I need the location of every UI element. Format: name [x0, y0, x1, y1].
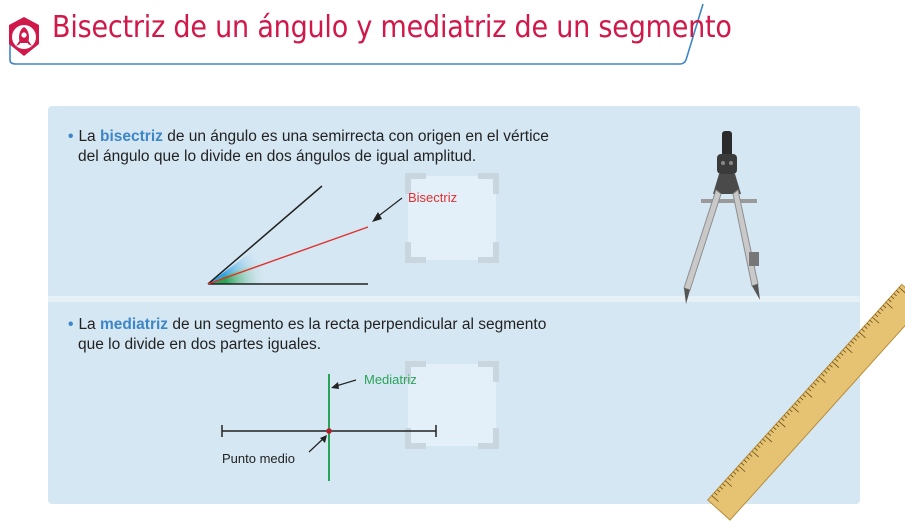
text-after: de un segmento es la recta perpendicular al segmento [168, 316, 547, 333]
mediatrix-pointer [336, 380, 356, 386]
bisector-pointer [376, 198, 402, 218]
mediatriz-label: Mediatriz [364, 372, 417, 387]
bisector-ray [208, 227, 368, 284]
keyword-bisectriz: bisectriz [100, 128, 163, 145]
text-before: La [78, 128, 100, 145]
bisectriz-label: Bisectriz [408, 190, 458, 205]
keyword-mediatriz: mediatriz [100, 316, 169, 333]
ruler-icon [708, 284, 905, 520]
midpoint-dot [326, 428, 332, 434]
angle-diagram [208, 186, 402, 284]
text-before: La [78, 316, 100, 333]
text-line2: que lo divide en dos partes iguales. [78, 336, 321, 353]
placeholder-box-2 [408, 364, 496, 446]
text-after: de un ángulo es una semirrecta con origen en el vértice [162, 128, 549, 145]
bullet: • [68, 316, 74, 333]
drawing-compass-icon [684, 131, 760, 304]
page-title: Bisectriz de un ángulo y mediatriz de un segmento [52, 10, 732, 45]
midpoint-label: Punto medio [222, 451, 295, 466]
placeholder-box-1 [408, 176, 496, 260]
text-line2: del ángulo que lo divide en dos ángulos de igual amplitud. [78, 148, 477, 165]
bullet: • [68, 128, 74, 145]
